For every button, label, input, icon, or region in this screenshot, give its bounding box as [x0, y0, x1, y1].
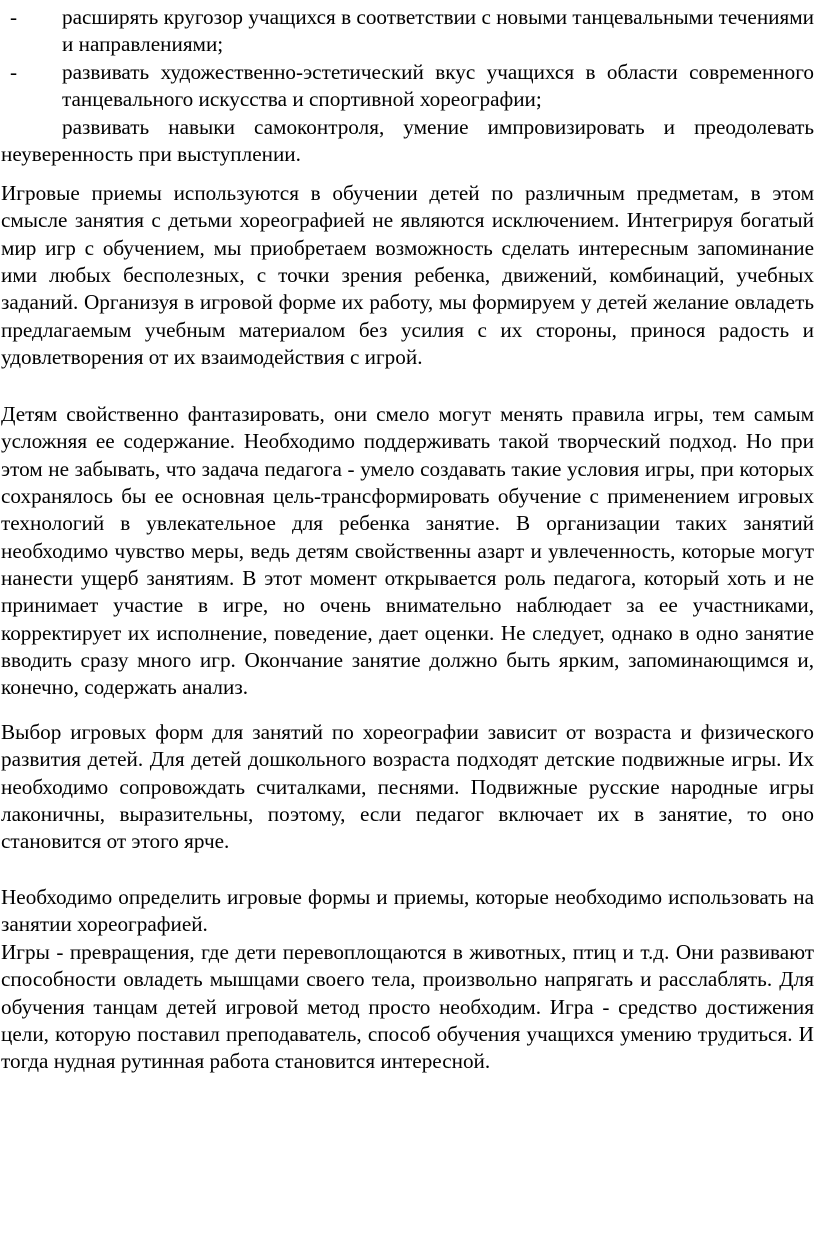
paragraph-4: Необходимо определить игровые формы и приемы, которые необходимо использовать на занятии хореографией. — [1, 885, 814, 937]
bullet-marker: - — [10, 60, 18, 84]
paragraph-3: Выбор игровых форм для занятий по хореографии зависит от возраста и физического развития детей. Для детей дошкольного возраста подходят детские подвижные игры. Их необходимо сопровождать считалками, песнями. Подвижные русские народные игры лаконичны, выразительны, поэтому, если педагог включает их в занятие, то оно становится от этого ярче. — [1, 720, 814, 854]
paragraph-5: Игры - превращения, где дети перевоплощаются в животных, птиц и т.д. Они развивают способности овладеть мышцами своего тела, произвольно напрягать и расслаблять. Для обучения танцам детей игровой метод просто необходим. Игра - средство достижения цели, которую поставил преподаватель, способ обучения учащихся умению трудиться. И тогда нудная рутинная работа становится интересной. — [1, 940, 814, 1074]
bullet-marker: - — [10, 5, 18, 29]
indented-item: развивать навыки самоконтроля, умение импровизировать и преодолевать неуверенность при выступлении. — [1, 115, 814, 167]
paragraph-2: Детям свойственно фантазировать, они смело могут менять правила игры, тем самым усложняя ее содержание. Необходимо поддерживать такой творческий подход. Но при этом не забывать, что задача педагога - умело создавать такие условия игры, при которых сохранялось бы ее основная цель-трансформировать обучение с применением игровых технологий в увлекательное для ребенка занятие. В организации таких занятий необходимо чувство меры, ведь детям свойственны азарт и увлеченность, которые могут нанести ущерб занятиям. В этот момент открывается роль педагога, который хоть и не принимает участие в игре, но очень внимательно наблюдает за ее участниками, корректирует их исполнение, поведение, дает оценки. Не следует, однако в одно занятие вводить сразу много игр. Окончание занятие должно быть ярким, запоминающимся и, конечно, содержать анализ. — [1, 402, 814, 700]
bullet-text: развивать художественно-эстетический вкус учащихся в области современного танцевального искусства и спортивной хореографии; — [62, 60, 814, 112]
paragraph-1: Игровые приемы используются в обучении детей по различным предметам, в этом смысле занятия с детьми хореографией не являются исключением. Интегрируя богатый мир игр с обучением, мы приобретаем возможность сделать интересным запоминание ими любых бесполезных, с точки зрения ребенка, движений, комбинаций, учебных заданий. Организуя в игровой форме их работу, мы формируем у детей желание овладеть предлагаемым учебным материалом без усилия с их стороны, принося радость и удовлетворения от их взаимодействия с игрой. — [1, 181, 814, 370]
bullet-text: расширять кругозор учащихся в соответствии с новыми танцевальными течениями и направлениями; — [62, 5, 814, 57]
